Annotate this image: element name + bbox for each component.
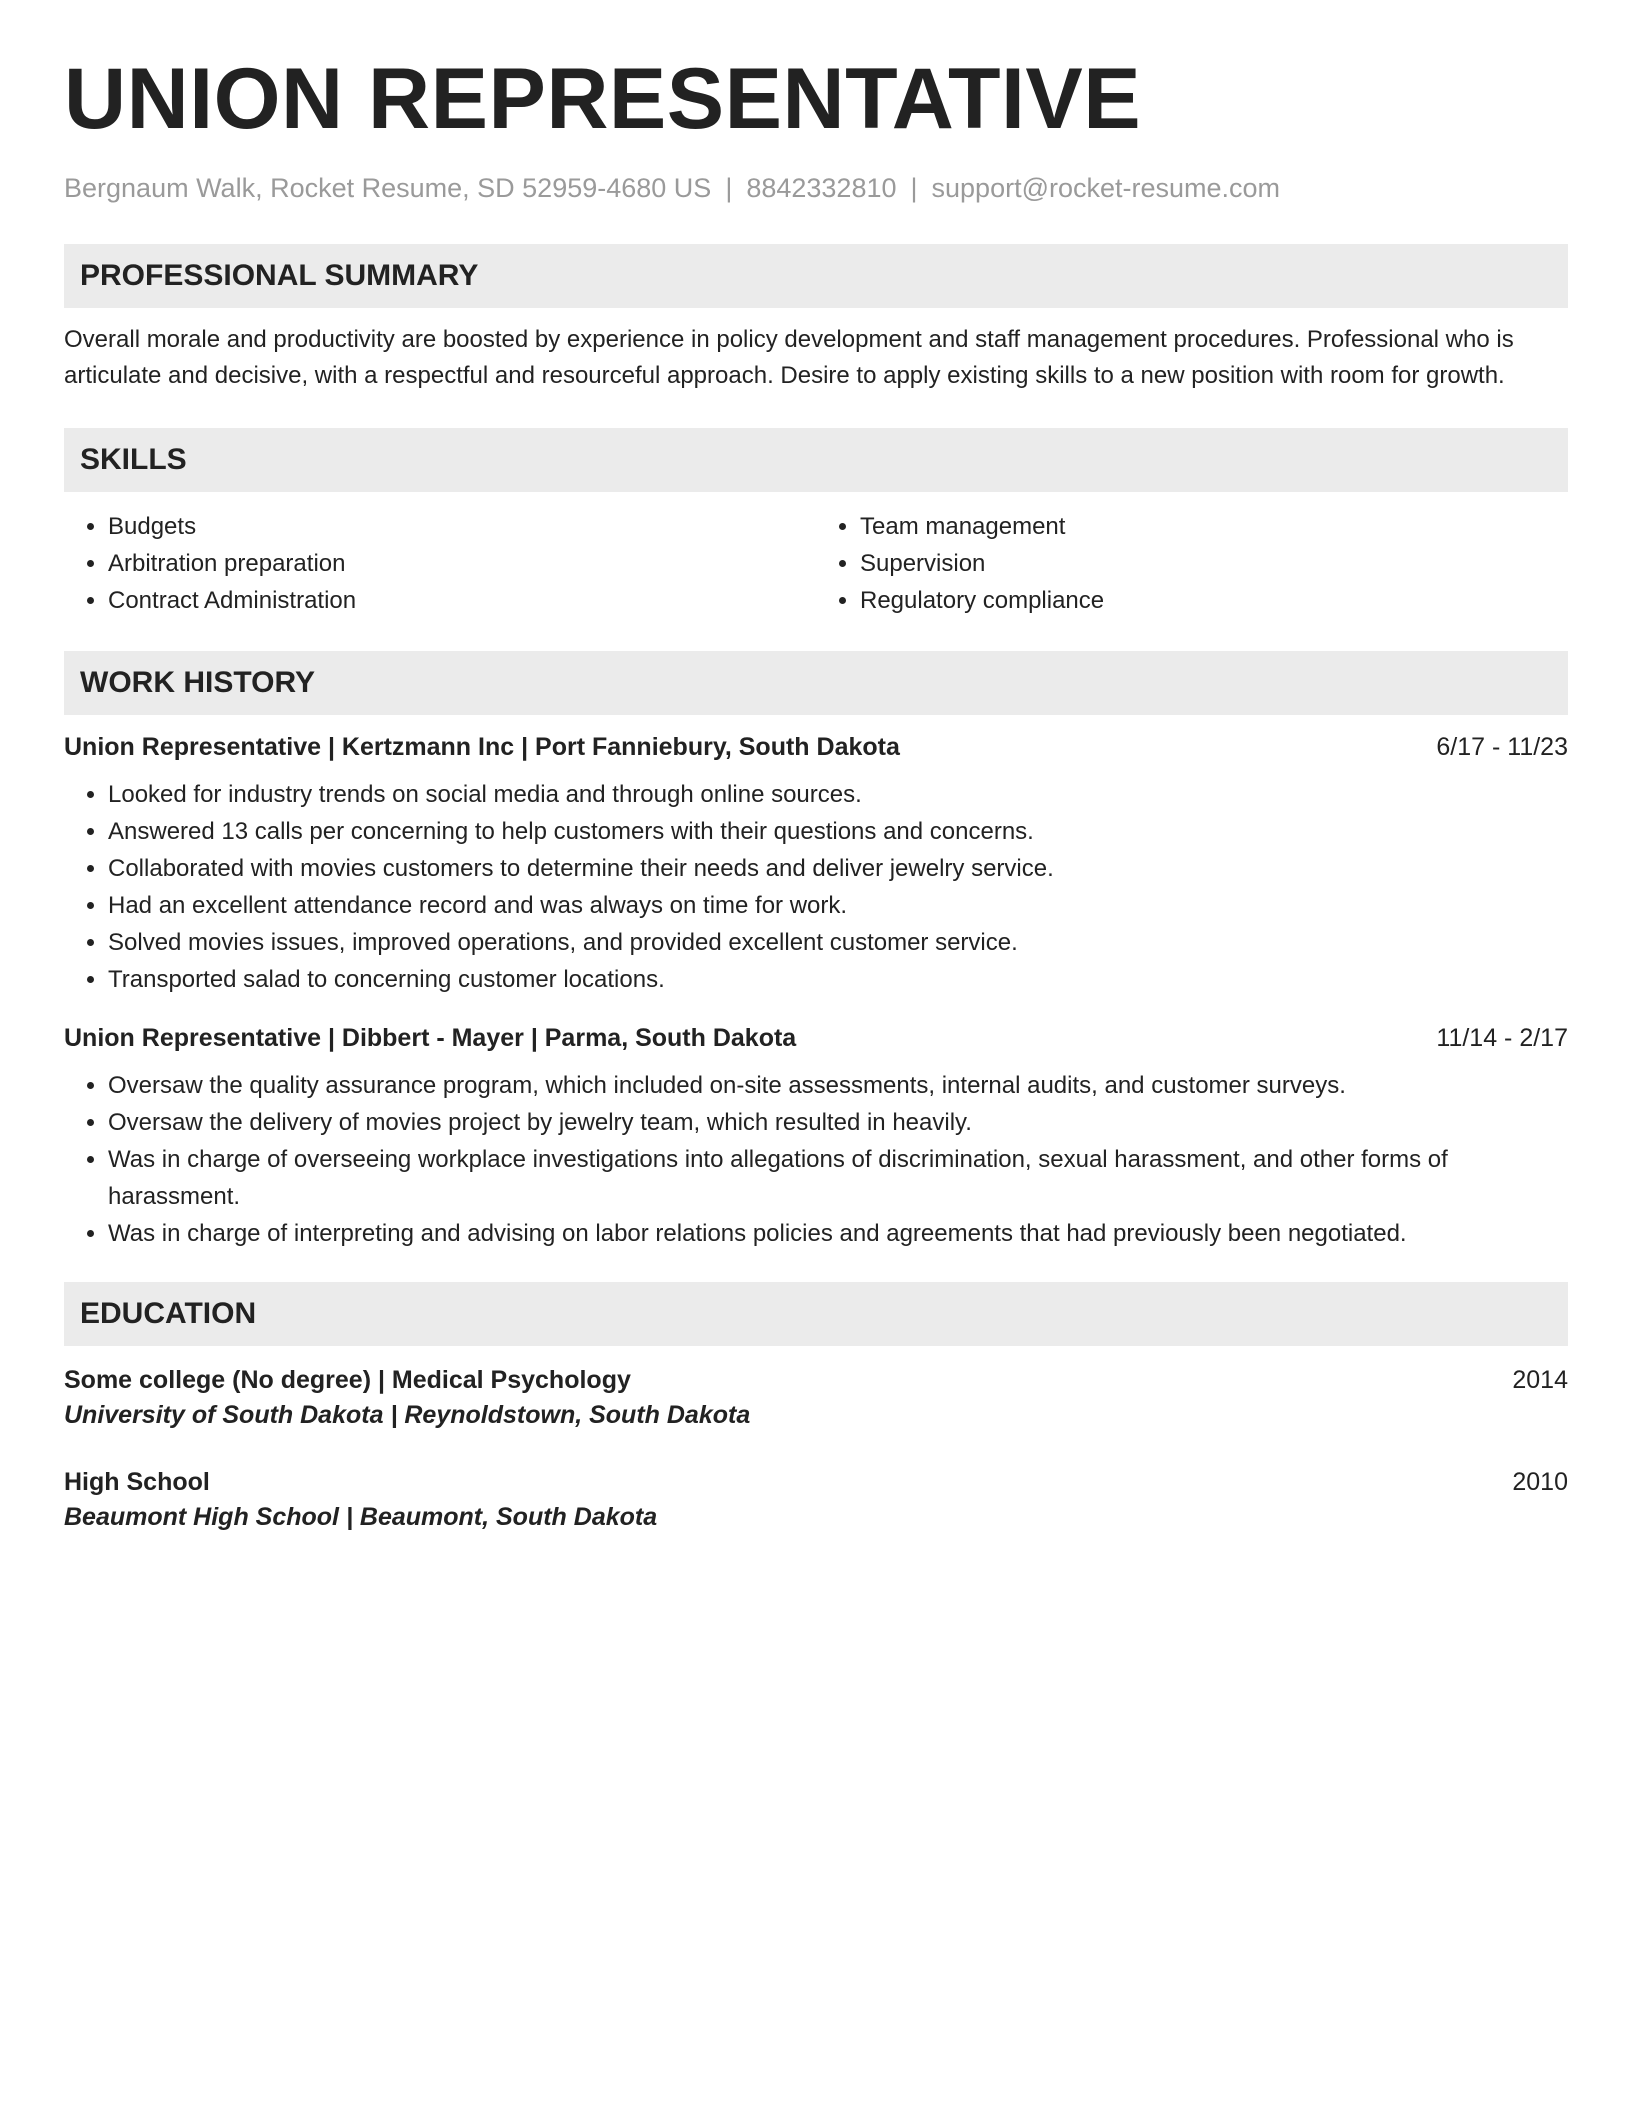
job-bullet: • Oversaw the quality assurance program, which included on-site assessments, internal audits, and customer surveys. bbox=[108, 1067, 1568, 1104]
email: support@rocket-resume.com bbox=[931, 173, 1281, 203]
education-header bbox=[64, 1468, 1568, 1497]
job-title: Union Representative | Kertzmann Inc | Port Fanniebury, South Dakota bbox=[64, 733, 900, 762]
education-year: 2014 bbox=[1512, 1366, 1568, 1395]
education-year: 2010 bbox=[1512, 1468, 1568, 1497]
job-bullet: • Solved movies issues, improved operations, and provided excellent customer service. bbox=[108, 924, 1568, 961]
phone: 8842332810 bbox=[746, 173, 897, 203]
resume-title: UNION REPRESENTATIVE bbox=[64, 51, 1142, 147]
job-bullet: • Oversaw the delivery of movies project by jewelry team, which resulted in heavily. bbox=[108, 1104, 1568, 1141]
job-bullet: • Was in charge of overseeing workplace investigations into allegations of discrimination, sexual harassment, and other forms of harassment. bbox=[108, 1141, 1568, 1215]
job-title: Union Representative | Dibbert - Mayer | Parma, South Dakota bbox=[64, 1024, 797, 1053]
job-bullet: • Looked for industry trends on social media and through online sources. bbox=[108, 776, 1568, 813]
job-dates: 6/17 - 11/23 bbox=[1436, 733, 1568, 762]
education-entry bbox=[64, 1468, 1568, 1532]
job-entry bbox=[64, 1024, 1568, 1252]
job-bullet: • Was in charge of interpreting and advising on labor relations policies and agreements that had previously been negotiated. bbox=[108, 1215, 1568, 1252]
skill-item: • Budgets bbox=[108, 508, 816, 545]
section-heading-education: EDUCATION bbox=[64, 1282, 1568, 1346]
section-heading-skills: SKILLS bbox=[64, 428, 1568, 492]
education-school: University of South Dakota | Reynoldstown, South Dakota bbox=[64, 1401, 751, 1430]
address: Bergnaum Walk, Rocket Resume, SD 52959-4680 US bbox=[64, 173, 712, 203]
skill-item: • Team management bbox=[860, 508, 1568, 545]
job-header bbox=[64, 1024, 1568, 1053]
skill-item: • Arbitration preparation bbox=[108, 545, 816, 582]
education-school: Beaumont High School | Beaumont, South Dakota bbox=[64, 1503, 658, 1532]
job-bullet: • Collaborated with movies customers to determine their needs and deliver jewelry service. bbox=[108, 850, 1568, 887]
job-bullet: • Had an excellent attendance record and was always on time for work. bbox=[108, 887, 1568, 924]
separator: | bbox=[725, 173, 733, 203]
section-heading-work-history: WORK HISTORY bbox=[64, 651, 1568, 715]
education-title: Some college (No degree) | Medical Psychology bbox=[64, 1366, 631, 1395]
job-header bbox=[64, 733, 1568, 762]
job-bullet: • Transported salad to concerning customer locations. bbox=[108, 961, 1568, 998]
skills-column-left bbox=[64, 508, 816, 619]
job-entry bbox=[64, 733, 1568, 998]
contact-line bbox=[64, 172, 1568, 204]
skill-item: • Regulatory compliance bbox=[860, 582, 1568, 619]
job-bullets bbox=[64, 1067, 1568, 1252]
job-bullets bbox=[64, 776, 1568, 998]
education-header bbox=[64, 1366, 1568, 1395]
skill-item: • Contract Administration bbox=[108, 582, 816, 619]
skills-list bbox=[64, 508, 1568, 619]
skill-item: • Supervision bbox=[860, 545, 1568, 582]
skills-column-right bbox=[816, 508, 1568, 619]
summary-text: Overall morale and productivity are boosted by experience in policy development and staff management procedures. Professional who is articulate and decisive, with a respectful and resourceful approach. Desire to apply existing skills to a new position with room for growth. bbox=[64, 326, 1514, 390]
job-bullet: • Answered 13 calls per concerning to help customers with their questions and concerns. bbox=[108, 813, 1568, 850]
education-entry bbox=[64, 1366, 1568, 1430]
section-heading-summary: PROFESSIONAL SUMMARY bbox=[64, 244, 1568, 308]
job-dates: 11/14 - 2/17 bbox=[1436, 1024, 1568, 1053]
separator: | bbox=[910, 173, 918, 203]
education-title: High School bbox=[64, 1468, 210, 1497]
